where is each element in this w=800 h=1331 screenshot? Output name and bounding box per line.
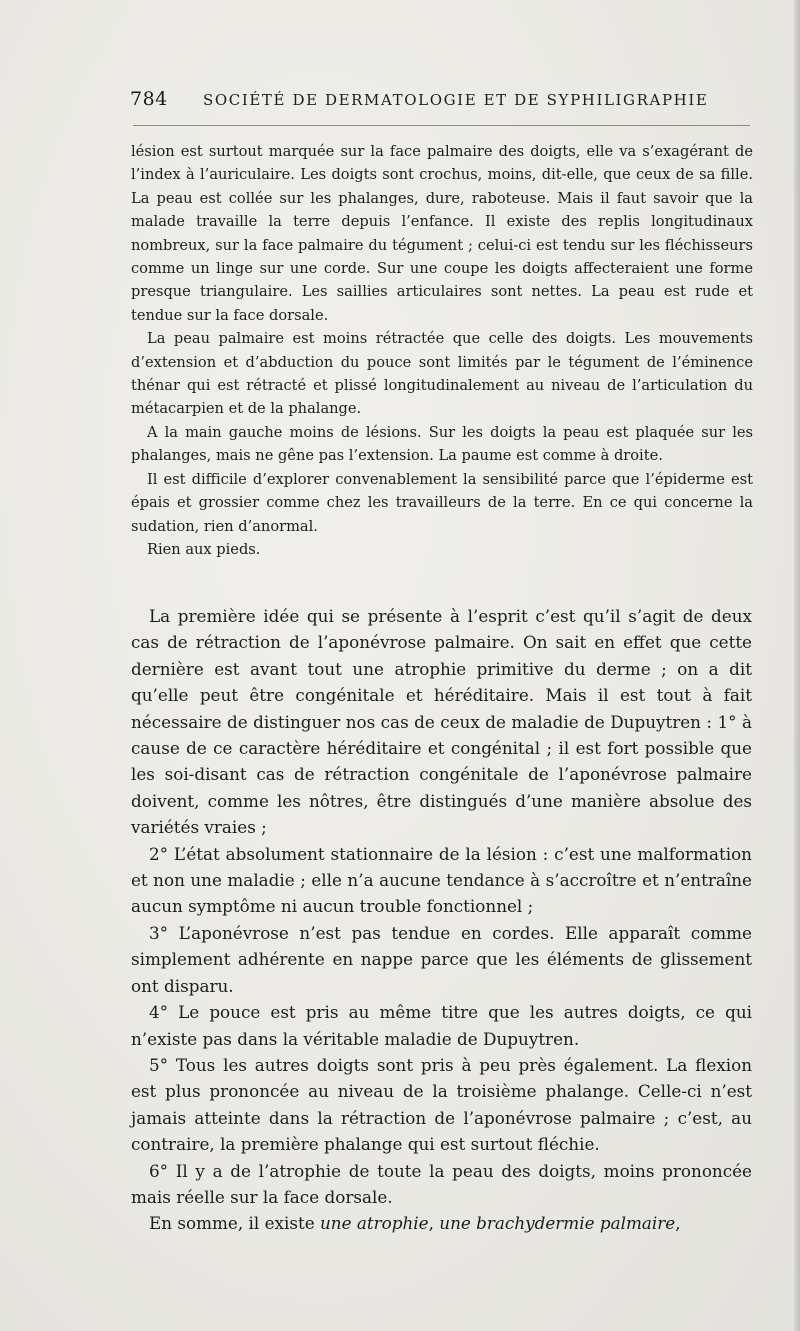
discussion-text — [131, 603, 752, 1237]
observation-paragraph: La peau palmaire est moins rétractée que celle des doigts. Les mouvements d’extension et d’abduction du pouce sont limités par le tégument de l’éminence thénar qui est rétracté et plissé longitudinalement au niveau de l’articulation du métacarpien et de la phalange. — [131, 330, 753, 418]
observation-paragraph: Rien aux pieds. — [147, 540, 261, 558]
page-edge-shadow — [794, 0, 800, 1331]
discussion-paragraph: 5° Tous les autres doigts sont pris à peu près également. La flexion est plus prononcée au niveau de la troisième phalange. Celle-ci n’est jamais atteinte dans la rétraction de l’aponévrose palmaire ; c’est, au contraire, la première phalange qui est surtout fléchie. — [131, 1054, 752, 1155]
conclusion-separator: , — [428, 1213, 440, 1234]
observation-paragraph: A la main gauche moins de lésions. Sur les doigts la peau est plaquée sur les phalanges, mais ne gêne pas l’extension. La paume est comme à droite. — [131, 423, 753, 465]
discussion-paragraph: 2° L’état absolument stationnaire de la lésion : c’est une malformation et non une maladie ; elle n’a aucune tendance à s’accroître et n’entraîne aucun symptôme ni aucun trouble fonctionnel ; — [131, 843, 752, 917]
conclusion-lead: En somme, il existe — [149, 1213, 320, 1234]
header-rule — [133, 125, 750, 126]
running-header — [130, 88, 750, 118]
conclusion-term-atrophy: une atrophie — [319, 1213, 429, 1234]
discussion-paragraph: La première idée qui se présente à l’esprit c’est qu’il s’agit de deux cas de rétraction de l’aponévrose palmaire. On sait en effet que cette dernière est avant tout une atrophie primitive du derme ; on a dit qu’elle peut être congénitale et héréditaire. Mais il est tout à fait nécessaire de distinguer nos cas de ceux de maladie de Dupuytren : 1° à cause de ce caractère héréditaire et congénital ; il est fort possible que les soi-disant cas de rétraction congénitale de l’aponévrose palmaire doivent, comme les nôtres, être distingués d’une manière absolue des variétés vraies ; — [131, 606, 752, 838]
conclusion-paragraph — [131, 1210, 752, 1236]
discussion-paragraph: 6° Il y a de l’atrophie de toute la peau des doigts, moins prononcée mais réelle sur la face dorsale. — [131, 1160, 752, 1207]
conclusion-term-brachydermia: une brachydermie palmaire — [439, 1213, 676, 1234]
discussion-paragraph: 4° Le pouce est pris au même titre que les autres doigts, ce qui n’existe pas dans la véritable maladie de Dupuytren. — [131, 1002, 752, 1049]
discussion-paragraph: 3° L’aponévrose n’est pas tendue en cordes. Elle apparaît comme simplement adhérente en nappe parce que les éléments de glissement ont disparu. — [131, 922, 752, 996]
observation-paragraph: Il est difficile d’explorer convenablement la sensibilité parce que l’épiderme est épais et grossier comme chez les travailleurs de la terre. En ce qui concerne la sudation, rien d’anormal. — [131, 470, 753, 535]
running-title: SOCIÉTÉ DE DERMATOLOGIE ET DE SYPHILIGRAPHIE — [203, 91, 709, 109]
case-observation — [131, 140, 753, 561]
conclusion-tail: , — [675, 1213, 681, 1234]
observation-paragraph: lésion est surtout marquée sur la face palmaire des doigts, elle va s’exagérant de l’index à l’auriculaire. Les doigts sont crochus, moins, dit-elle, que ceux de sa fille. La peau est collée sur les phalanges, dure, raboteuse. Mais il faut savoir que la malade travaille la terre depuis l’enfance. Il existe des replis longitudinaux nombreux, sur la face palmaire du tégument ; celui-ci est tendu sur les fléchisseurs comme un linge sur une corde. Sur une coupe les doigts affecteraient une forme presque triangulaire. Les saillies articulaires sont nettes. La peau est rude et tendue sur la face dorsale. — [131, 143, 753, 324]
page-number: 784 — [130, 88, 168, 110]
